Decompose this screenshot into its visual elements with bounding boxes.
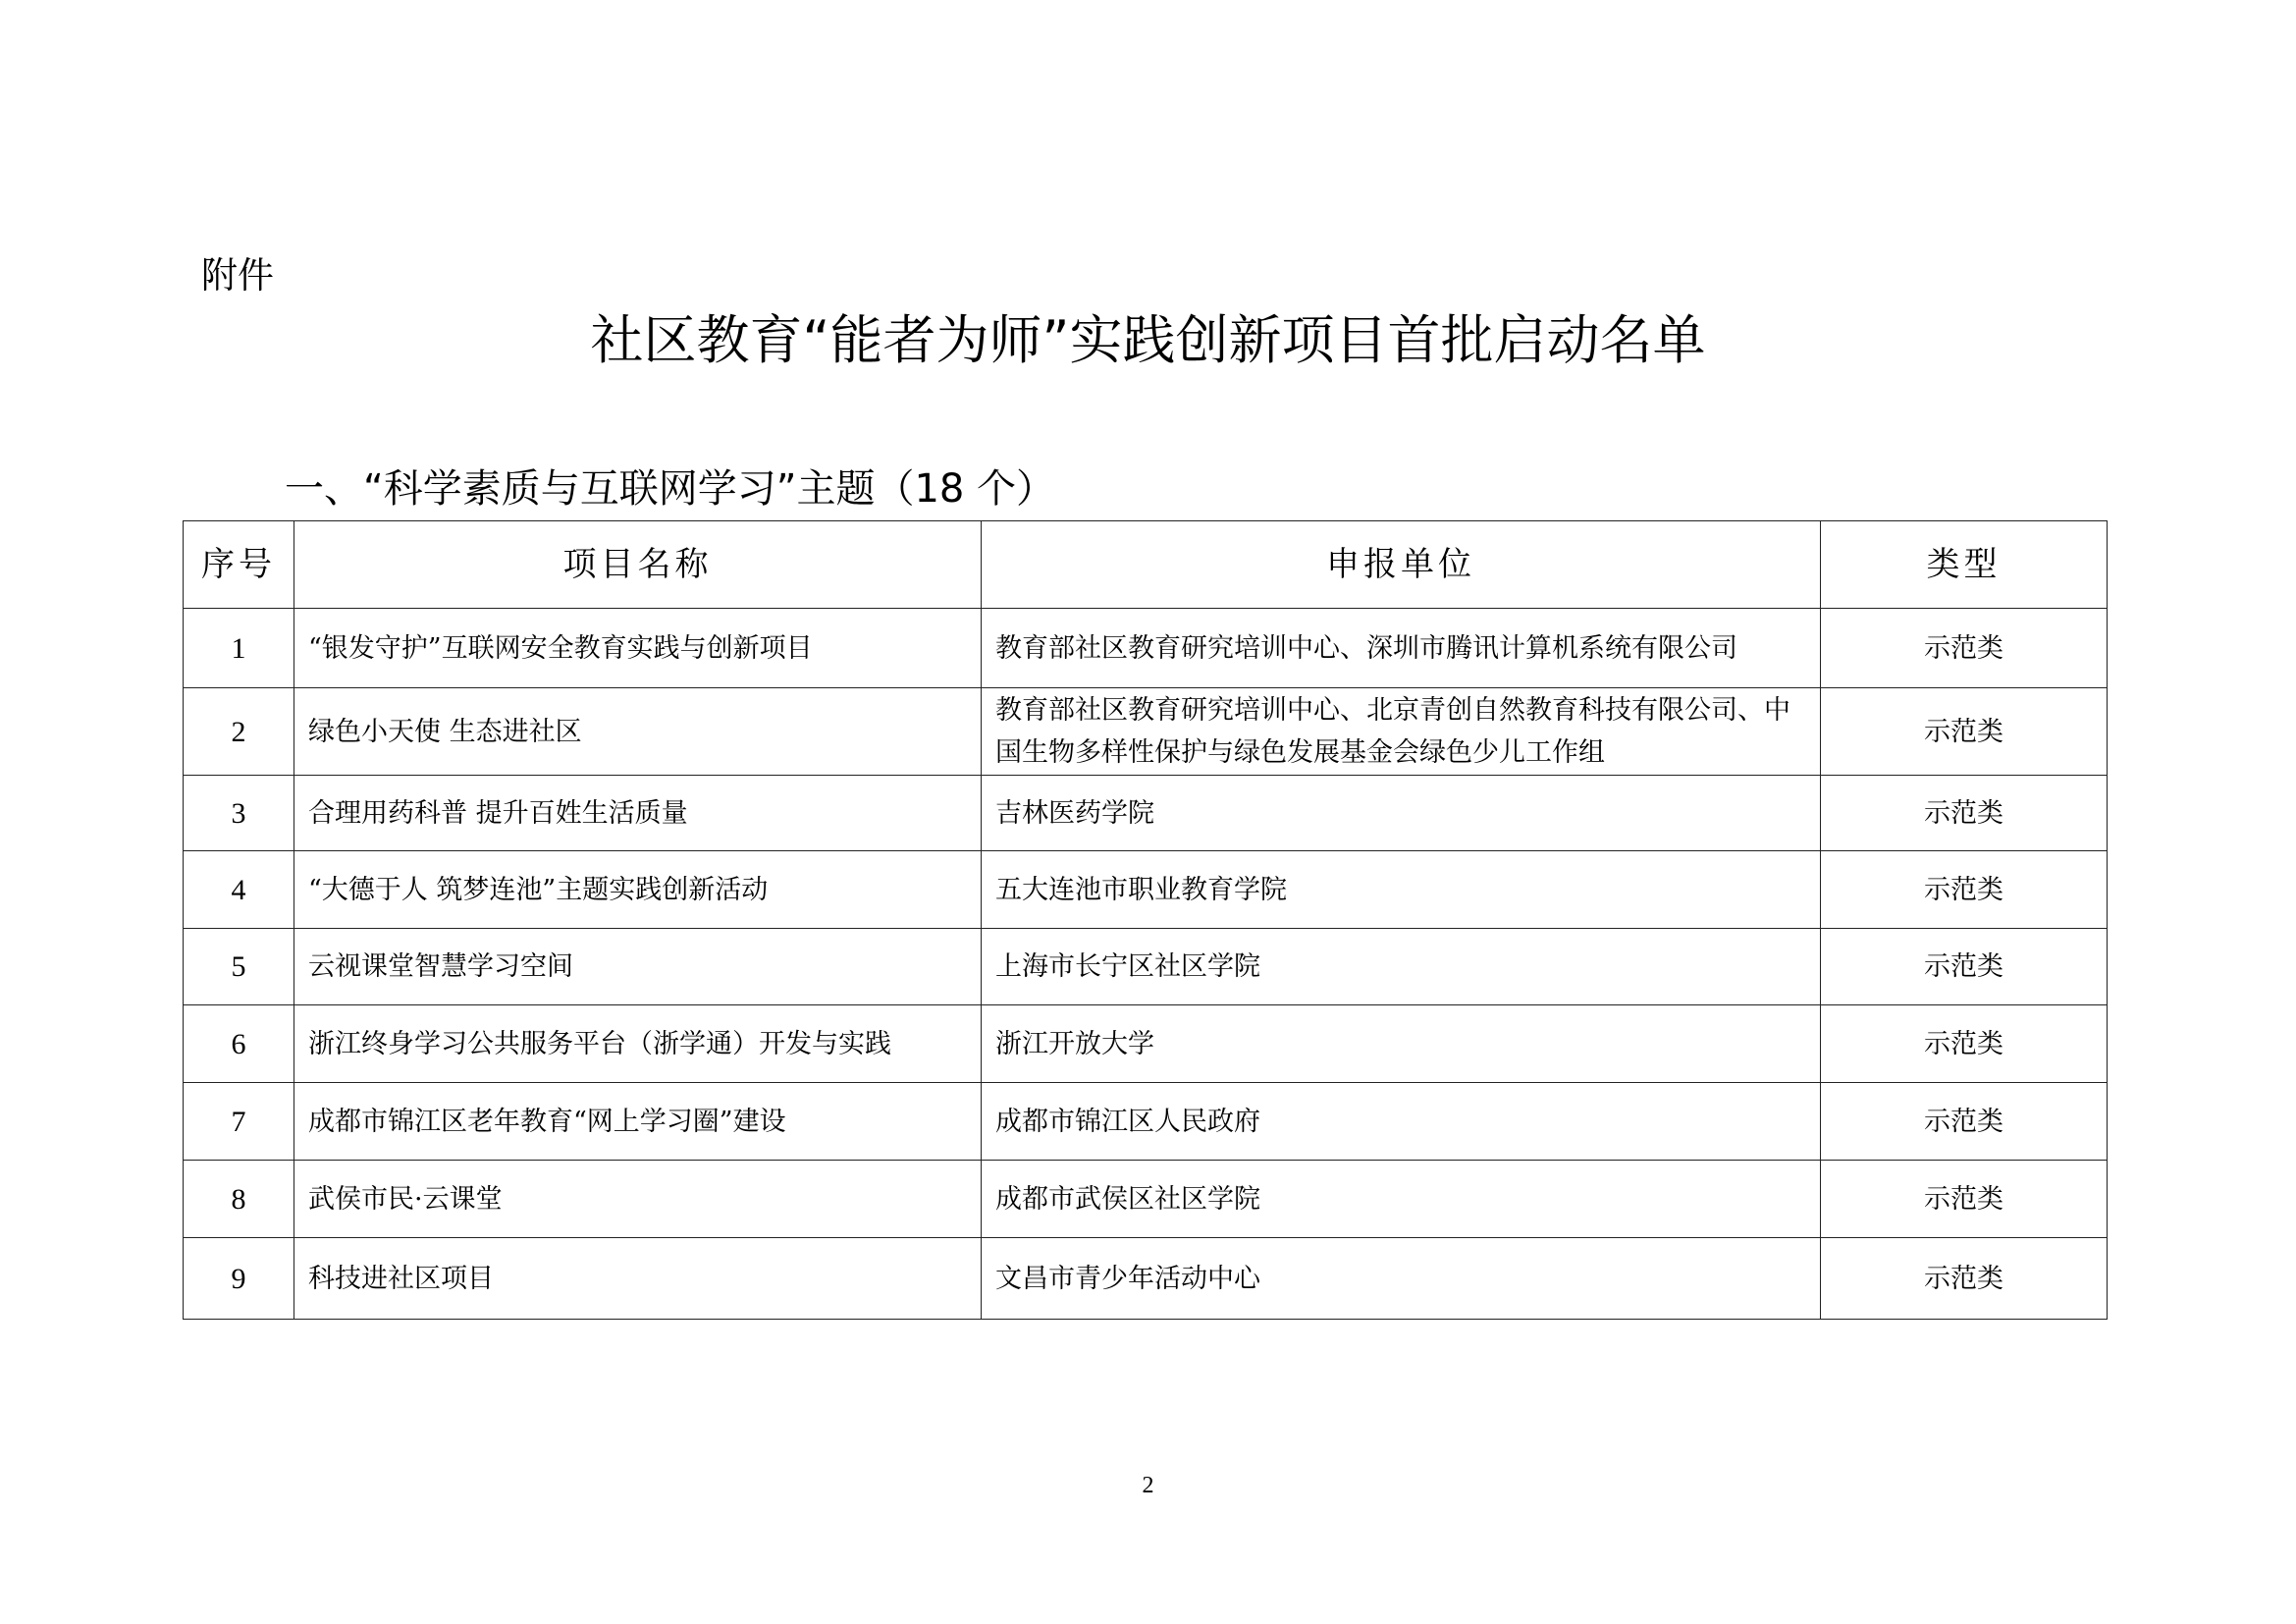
table-row bbox=[184, 1005, 2108, 1083]
cell-serial: 1 bbox=[184, 609, 294, 688]
cell-type: 示范类 bbox=[1821, 851, 2108, 929]
cell-project-name: 武侯市民·云课堂 bbox=[294, 1161, 982, 1238]
table-row bbox=[184, 776, 2108, 851]
table-row bbox=[184, 1238, 2108, 1320]
table-header-row bbox=[184, 521, 2108, 609]
cell-type: 示范类 bbox=[1821, 776, 2108, 851]
cell-type: 示范类 bbox=[1821, 688, 2108, 776]
cell-project-name: 云视课堂智慧学习空间 bbox=[294, 929, 982, 1005]
cell-project-name: 浙江终身学习公共服务平台（浙学通）开发与实践 bbox=[294, 1005, 982, 1083]
cell-project-name: 科技进社区项目 bbox=[294, 1238, 982, 1320]
header-serial: 序号 bbox=[184, 521, 294, 609]
document-title: 社区教育“能者为师”实践创新项目首批启动名单 bbox=[590, 309, 1706, 371]
table-row bbox=[184, 609, 2108, 688]
cell-applicant-unit: 吉林医药学院 bbox=[982, 776, 1821, 851]
cell-serial: 7 bbox=[184, 1083, 294, 1161]
table-row bbox=[184, 851, 2108, 929]
cell-project-name: 成都市锦江区老年教育“网上学习圈”建设 bbox=[294, 1083, 982, 1161]
cell-applicant-unit: 浙江开放大学 bbox=[982, 1005, 1821, 1083]
cell-applicant-unit: 成都市锦江区人民政府 bbox=[982, 1083, 1821, 1161]
table-row bbox=[184, 1161, 2108, 1238]
cell-type: 示范类 bbox=[1821, 1005, 2108, 1083]
header-project-name: 项目名称 bbox=[294, 521, 982, 609]
cell-type: 示范类 bbox=[1821, 1161, 2108, 1238]
cell-project-name: 绿色小天使 生态进社区 bbox=[294, 688, 982, 776]
cell-applicant-unit: 教育部社区教育研究培训中心、北京青创自然教育科技有限公司、中国生物多样性保护与绿色发展基金会绿色少儿工作组 bbox=[982, 688, 1821, 776]
cell-applicant-unit: 成都市武侯区社区学院 bbox=[982, 1161, 1821, 1238]
header-type: 类型 bbox=[1821, 521, 2108, 609]
table-row bbox=[184, 929, 2108, 1005]
page-number: 2 bbox=[1142, 1473, 1154, 1498]
cell-serial: 4 bbox=[184, 851, 294, 929]
cell-type: 示范类 bbox=[1821, 1083, 2108, 1161]
cell-applicant-unit: 教育部社区教育研究培训中心、深圳市腾讯计算机系统有限公司 bbox=[982, 609, 1821, 688]
table-row bbox=[184, 688, 2108, 776]
section-heading: 一、“科学素质与互联网学习”主题（18 个） bbox=[285, 466, 1056, 512]
cell-serial: 6 bbox=[184, 1005, 294, 1083]
cell-type: 示范类 bbox=[1821, 1238, 2108, 1320]
cell-serial: 5 bbox=[184, 929, 294, 1005]
cell-serial: 9 bbox=[184, 1238, 294, 1320]
header-applicant-unit: 申报单位 bbox=[982, 521, 1821, 609]
cell-serial: 3 bbox=[184, 776, 294, 851]
project-table-container bbox=[183, 520, 2107, 1320]
cell-applicant-unit: 上海市长宁区社区学院 bbox=[982, 929, 1821, 1005]
cell-applicant-unit: 文昌市青少年活动中心 bbox=[982, 1238, 1821, 1320]
cell-project-name: 合理用药科普 提升百姓生活质量 bbox=[294, 776, 982, 851]
cell-type: 示范类 bbox=[1821, 609, 2108, 688]
cell-project-name: “银发守护”互联网安全教育实践与创新项目 bbox=[294, 609, 982, 688]
cell-type: 示范类 bbox=[1821, 929, 2108, 1005]
cell-applicant-unit: 五大连池市职业教育学院 bbox=[982, 851, 1821, 929]
cell-project-name: “大德于人 筑梦连池”主题实践创新活动 bbox=[294, 851, 982, 929]
project-table bbox=[183, 520, 2108, 1320]
attachment-label: 附件 bbox=[201, 254, 274, 297]
table-row bbox=[184, 1083, 2108, 1161]
cell-serial: 8 bbox=[184, 1161, 294, 1238]
cell-serial: 2 bbox=[184, 688, 294, 776]
